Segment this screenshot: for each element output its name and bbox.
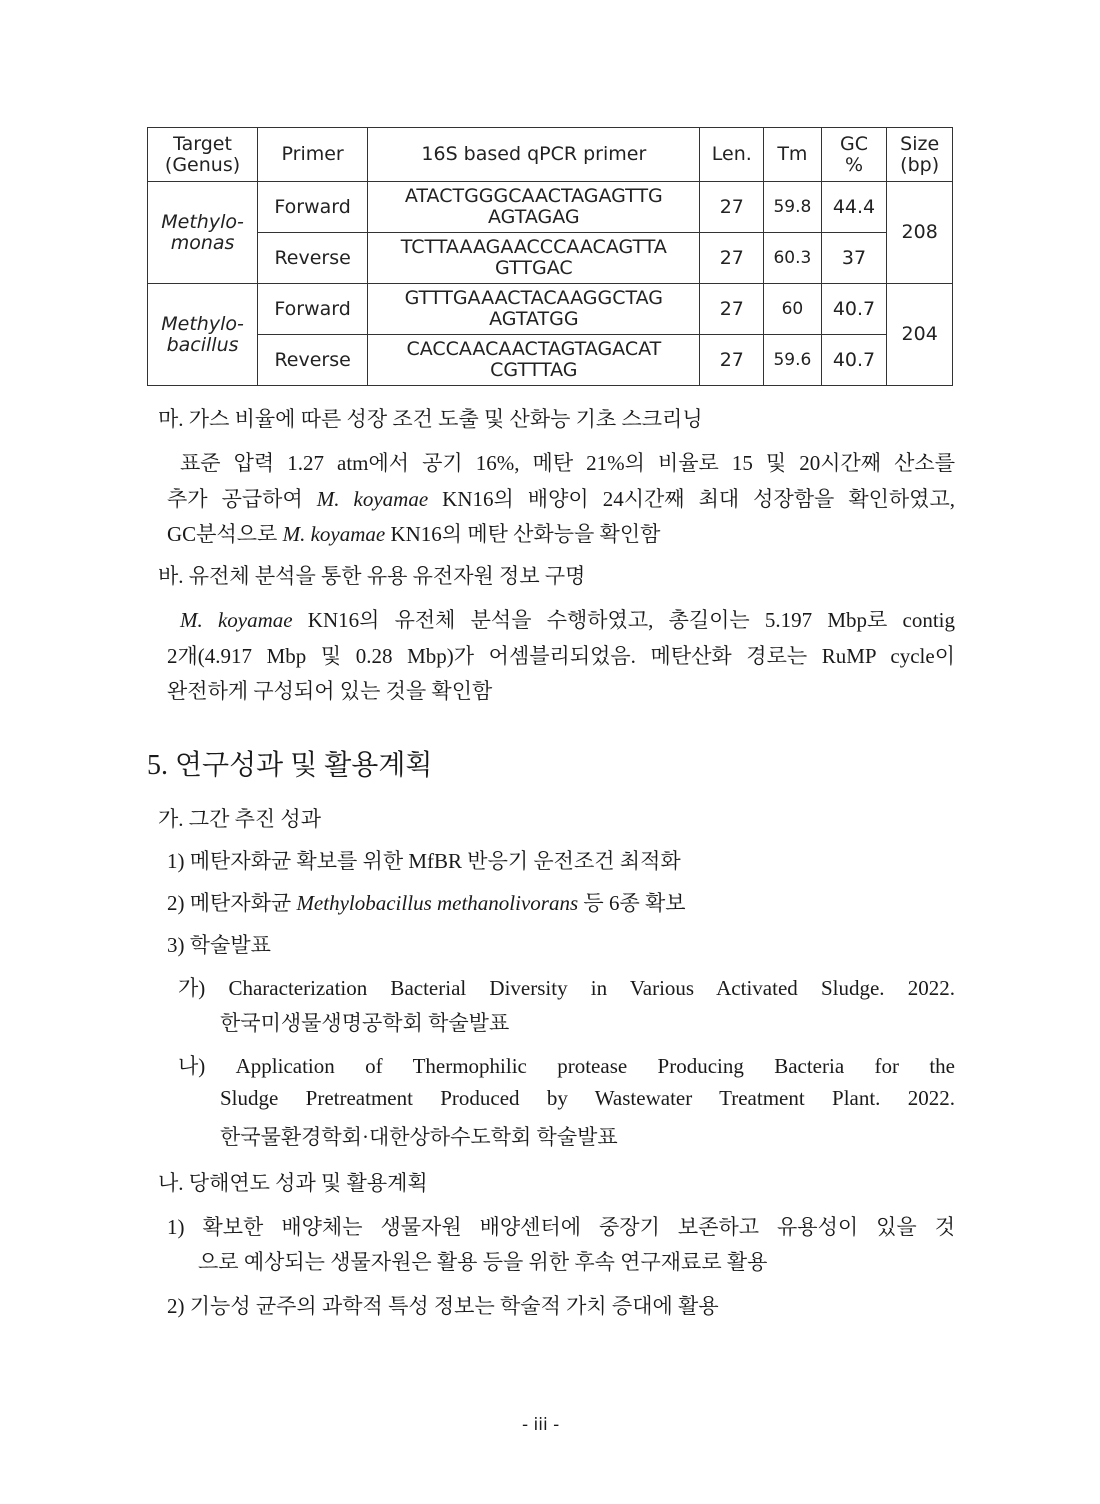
sequence-cell: TCTTAAAGAACCCAACAGTTA GTTGAC [368, 233, 700, 284]
presentation-na-line2: Sludge Pretreatment Produced by Wastewater Treatment Plant. 2022. [220, 1086, 955, 1110]
section5-heading: 5. 연구성과 및 활용계획 [147, 750, 433, 781]
section-ma-line3: GC분석으로 M. koyamae KN16의 메탄 산화능을 확인함 [167, 522, 661, 546]
sequence-cell: CACCAACAACTAGTAGACAT CGTTTAG [368, 335, 700, 386]
presentation-na-line3: 한국물환경학회·대한상하수도학회 학술발표 [220, 1125, 618, 1149]
len-cell: 27 [700, 233, 764, 284]
section5-na-heading: 나. 당해연도 성과 및 활용계획 [158, 1171, 428, 1195]
table-row [148, 233, 953, 284]
len-cell: 27 [700, 284, 764, 335]
len-cell: 27 [700, 335, 764, 386]
species-name: M. koyamae [316, 487, 429, 511]
primer-cell: Reverse [258, 335, 368, 386]
presentation-ga-line2: 한국미생물생명공학회 학술발표 [220, 1011, 510, 1035]
col-header-qpcr: 16S based qPCR primer [368, 128, 700, 182]
tm-cell: 60.3 [764, 233, 822, 284]
genus-cell: Methylo- monas [148, 182, 258, 284]
species-name: M. koyamae [282, 522, 386, 546]
col-header-primer: Primer [258, 128, 368, 182]
section-ma-line2: 추가 공급하여 M. koyamae KN16의 배양이 24시간째 최대 성장함을 확인하였고, [167, 487, 955, 511]
col-header-len: Len. [700, 128, 764, 182]
table-row [148, 182, 953, 233]
col-header-target: Target (Genus) [148, 128, 258, 182]
size-cell: 204 [887, 284, 953, 386]
col-header-size: Size (bp) [887, 128, 953, 182]
section-ba-heading: 바. 유전체 분석을 통한 유용 유전자원 정보 구명 [158, 564, 586, 588]
primer-cell: Forward [258, 182, 368, 233]
page-number: - iii - [522, 1415, 560, 1435]
section-ba-line2: 2개(4.917 Mbp 및 0.28 Mbp)가 어셈블리되었음. 메탄산화 경로는 RuMP cycle이 [167, 644, 955, 668]
presentation-na-line1: 나) Application of Thermophilic protease Producing Bacteria for the [178, 1054, 955, 1078]
table-row [148, 335, 953, 386]
section5-item2: 2) 메탄자화균 Methylobacillus methanolivorans 등 6종 확보 [167, 891, 686, 915]
table-row [148, 284, 953, 335]
tm-cell: 60 [764, 284, 822, 335]
species-name: M. koyamae [180, 608, 293, 632]
sequence-cell: GTTTGAAACTACAAGGCTAG AGTATGG [368, 284, 700, 335]
section-ma-line1: 표준 압력 1.27 atm에서 공기 16%, 메탄 21%의 비율로 15 및 20시간째 산소를 [180, 451, 955, 475]
section5-ga-heading: 가. 그간 추진 성과 [158, 807, 322, 831]
presentation-ga-line1: 가) Characterization Bacterial Diversity in Various Activated Sludge. 2022. [178, 976, 955, 1000]
primer-table [147, 127, 953, 386]
gc-cell: 37 [821, 233, 887, 284]
tm-cell: 59.8 [764, 182, 822, 233]
gc-cell: 40.7 [821, 284, 887, 335]
section-ba-line3: 완전하게 구성되어 있는 것을 확인함 [167, 679, 493, 703]
gc-cell: 40.7 [821, 335, 887, 386]
col-header-gc: GC % [821, 128, 887, 182]
species-name: Methylobacillus methanolivorans [296, 891, 579, 915]
primer-cell: Reverse [258, 233, 368, 284]
section5-item3: 3) 학술발표 [167, 933, 271, 957]
section5-na-item1-line1: 1) 확보한 배양체는 생물자원 배양센터에 중장기 보존하고 유용성이 있을 것 [167, 1215, 955, 1239]
len-cell: 27 [700, 182, 764, 233]
table-header-row [148, 128, 953, 182]
tm-cell: 59.6 [764, 335, 822, 386]
section5-item1: 1) 메탄자화균 확보를 위한 MfBR 반응기 운전조건 최적화 [167, 849, 681, 873]
section-ma-heading: 마. 가스 비율에 따른 성장 조건 도출 및 산화능 기초 스크리닝 [158, 407, 703, 431]
section5-na-item2: 2) 기능성 균주의 과학적 특성 정보는 학술적 가치 증대에 활용 [167, 1294, 719, 1318]
section5-na-item1-line2: 으로 예상되는 생물자원은 활용 등을 위한 후속 연구재료로 활용 [198, 1250, 768, 1274]
primer-cell: Forward [258, 284, 368, 335]
genus-cell: Methylo- bacillus [148, 284, 258, 386]
col-header-tm: Tm [764, 128, 822, 182]
section-ba-line1: M. koyamae KN16의 유전체 분석을 수행하였고, 총길이는 5.197 Mbp로 contig [180, 608, 956, 632]
sequence-cell: ATACTGGGCAACTAGAGTTG AGTAGAG [368, 182, 700, 233]
size-cell: 208 [887, 182, 953, 284]
gc-cell: 44.4 [821, 182, 887, 233]
